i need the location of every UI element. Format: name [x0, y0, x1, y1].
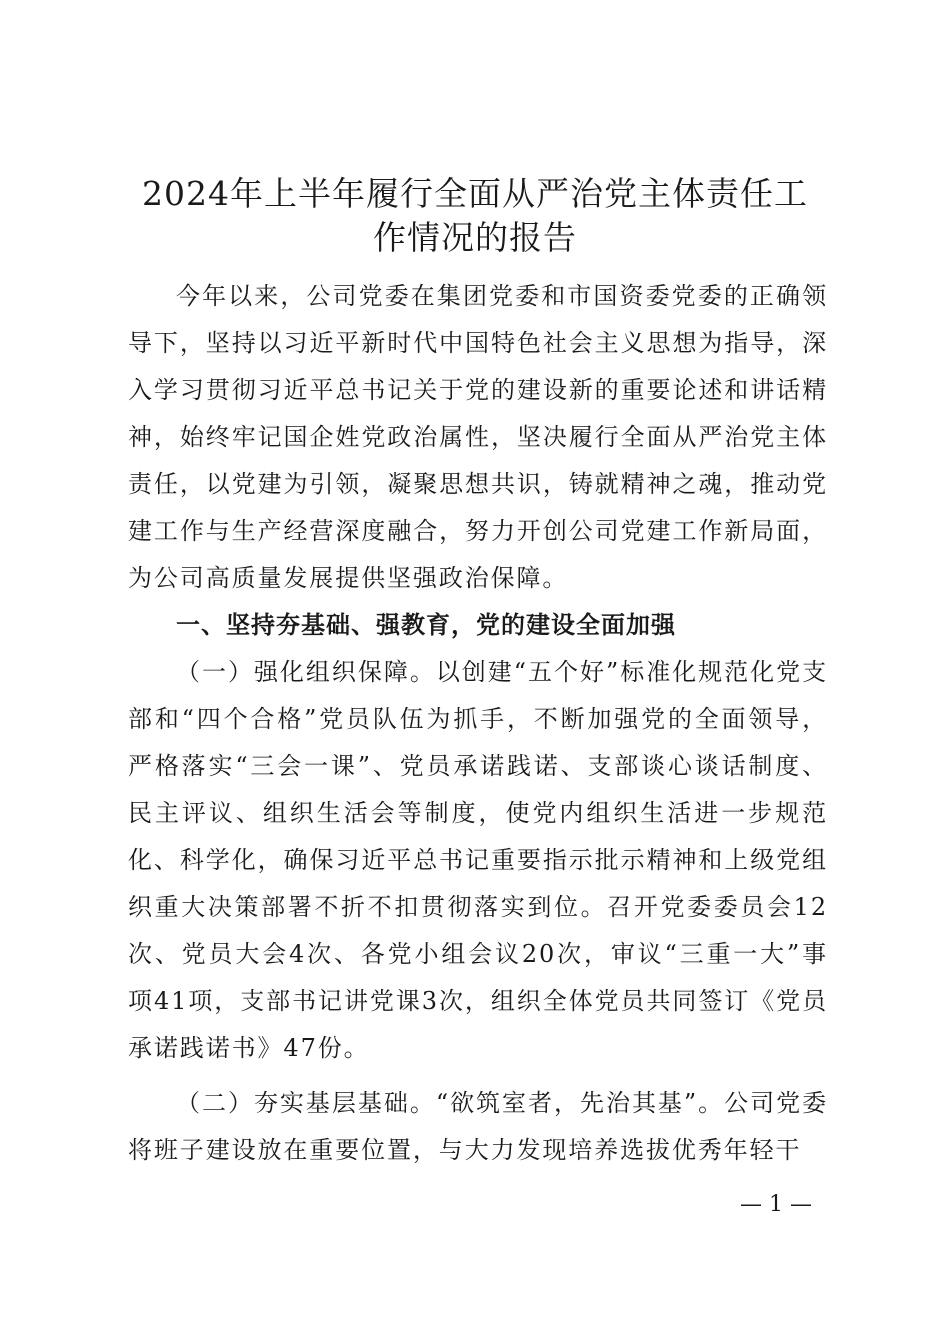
item-1-title: （一）强化组织保障。: [176, 658, 436, 686]
item-2-title: （二）夯实基层基础。: [176, 1089, 436, 1117]
paragraph-spacer: [128, 1072, 828, 1080]
document-body: [128, 273, 828, 1174]
title-line-1: 2024年上半年履行全面从严治党主体责任工: [142, 174, 808, 213]
section-heading-1: 一、坚持夯基础、强教育，党的建设全面加强: [176, 611, 676, 639]
intro-paragraph: 今年以来，公司党委在集团党委和市国资委党委的正确领导下，坚持以习近平新时代中国特色社会主义思想为指导，深入学习贯彻习近平总书记关于党的建设新的重要论述和讲话精神，始终牢记国企姓党政治属性，坚决履行全面从严治党主体责任，以党建为引领，凝聚思想共识，铸就精神之魂，推动党建工作与生产经营深度融合，努力开创公司党建工作新局面，为公司高质量发展提供坚强政治保障。: [128, 282, 828, 592]
page-number: — 1 —: [740, 1192, 812, 1217]
document-title: [120, 172, 830, 260]
item-2-text: “欲筑室者，先治其基”。公司党委将班子建设放在重要位置，与大力发现培养选拔优秀年轻干: [128, 1089, 828, 1164]
paragraph-item-2: [128, 1080, 828, 1174]
title-line-2: 作情况的报告: [373, 218, 577, 257]
paragraph-item-1: [128, 649, 828, 1072]
item-1-text: 以创建“五个好”标准化规范化党支部和“四个合格”党员队伍为抓手，不断加强党的全面领导，严格落实“三会一课”、党员承诺践诺、支部谈心谈话制度、民主评议、组织生活会等制度，使党内组织生活进一步规范化、科学化，确保习近平总书记重要指示批示精神和上级党组织重大决策部署不折不扣贯彻落实到位。召开党委委员会12次、党员大会4次、各党小组会议20次，审议“三重一大”事项41项，支部书记讲党课3次，组织全体党员共同签订《党员承诺践诺书》47份。: [128, 658, 828, 1062]
